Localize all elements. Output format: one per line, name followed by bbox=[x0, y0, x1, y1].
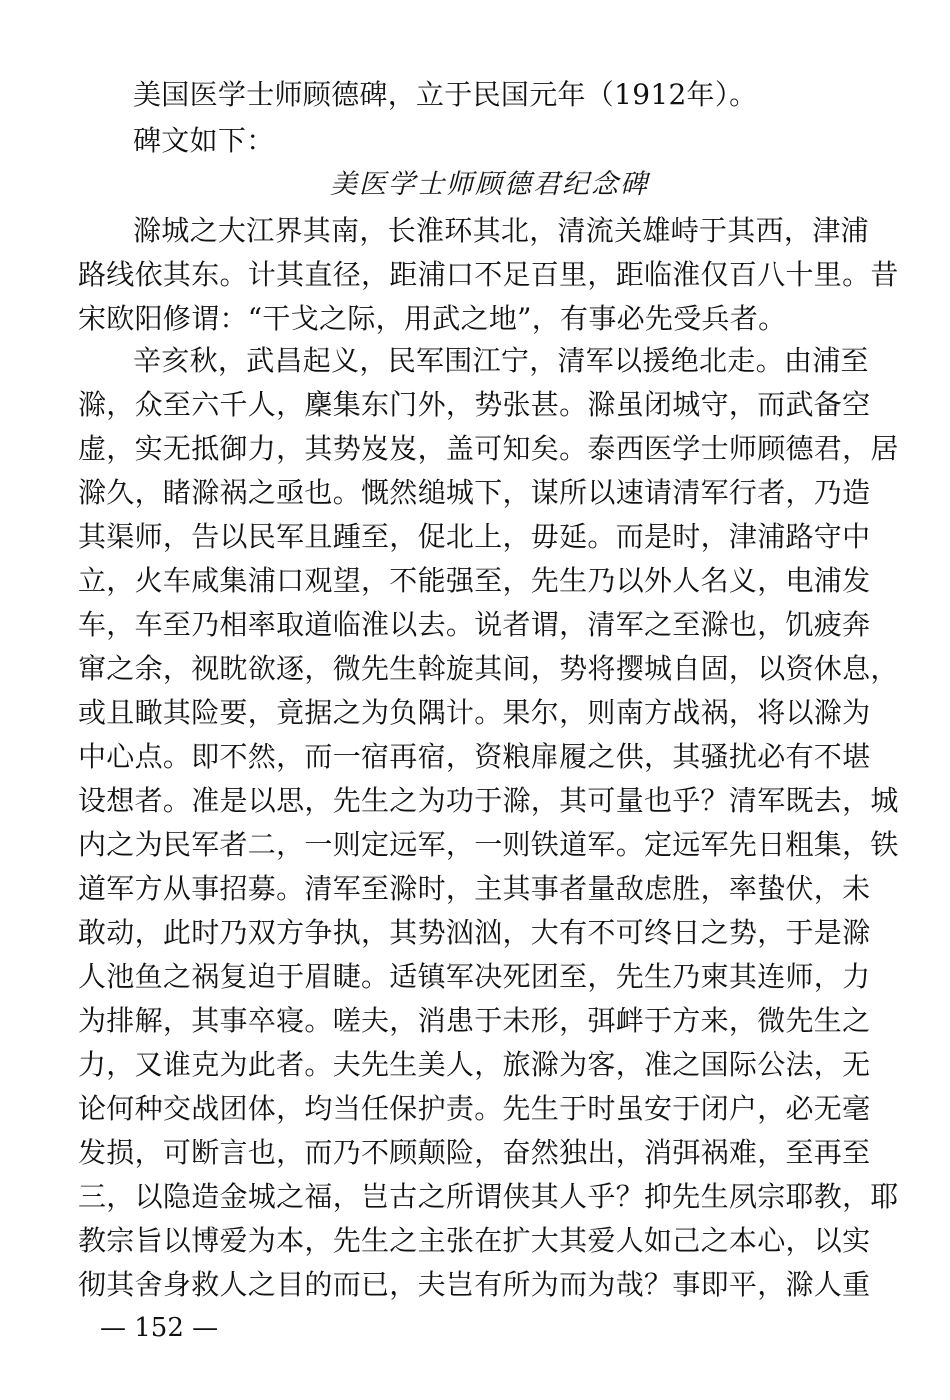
paragraph-2-line: 发损，可断言也，而乃不顾颠险，奋然独出，消弭祸难，至再至 bbox=[78, 1136, 871, 1169]
paragraph-2-line: 力，又谁克为此者。夫先生美人，旅滁为客，准之国际公法，无 bbox=[78, 1048, 871, 1081]
paragraph-2-line: 为排解，其事卒寝。嗟夫，消患于未形，弭衅于方来，微先生之 bbox=[78, 1004, 871, 1037]
paragraph-1-line: 滁城之大江界其南，长淮环其北，清流关雄峙于其西，津浦 bbox=[133, 214, 869, 247]
paragraph-2-line: 论何种交战团体，均当任保护责。先生于时虽安于闭户，必无毫 bbox=[78, 1092, 871, 1125]
paragraph-2-line: 三，以隐造金城之福，岂古之所谓侠其人乎？抑先生夙宗耶教，耶 bbox=[78, 1180, 899, 1213]
paragraph-2-line: 教宗旨以博爱为本，先生之主张在扩大其爱人如己之本心，以实 bbox=[78, 1224, 871, 1257]
paragraph-1-line: 宋欧阳修谓：“干戈之际，用武之地”，有事必先受兵者。 bbox=[78, 302, 787, 335]
paragraph-2-line: 辛亥秋，武昌起义，民军围江宁，清军以援绝北走。由浦至 bbox=[133, 344, 869, 377]
paragraph-2-line: 中心点。即不然，而一宿再宿，资粮扉履之供，其骚扰必有不堪 bbox=[78, 740, 871, 773]
paragraph-2-line: 敢动，此时乃双方争执，其势汹汹，大有不可终日之势，于是滁 bbox=[78, 916, 871, 949]
paragraph-2-line: 滁，众至六千人，麇集东门外，势张甚。滁虽闭城守，而武备空 bbox=[78, 388, 871, 421]
intro-line-1: 美国医学士师顾德碑，立于民国元年（1912年）。 bbox=[133, 78, 758, 111]
page-number: — 152 — bbox=[100, 1313, 219, 1343]
paragraph-2-line: 车，车至乃相率取道临淮以去。说者谓，清军之至滁也，饥疲奔 bbox=[78, 608, 871, 641]
paragraph-2-line: 窜之余，视眈欲逐，微先生斡旋其间，势将撄城自固，以资休息， bbox=[78, 652, 899, 685]
paragraph-2-line: 内之为民军者二，一则定远军，一则铁道军。定远军先日粗集，铁 bbox=[78, 828, 899, 861]
paragraph-1-line: 路线依其东。计其直径，距浦口不足百里，距临淮仅百八十里。昔 bbox=[78, 258, 899, 291]
paragraph-2-line: 彻其舍身救人之目的而已，夫岂有所为而为哉？事即平，滁人重 bbox=[78, 1268, 871, 1301]
intro-line-2: 碑文如下： bbox=[133, 124, 275, 157]
paragraph-2-line: 人池鱼之祸复迫于眉睫。适镇军决死团至，先生乃柬其连师，力 bbox=[78, 960, 871, 993]
paragraph-2-line: 道军方从事招募。清军至滁时，主其事者量敌虑胜，率蛰伏，未 bbox=[78, 872, 871, 905]
paragraph-2-line: 或且瞰其险要，竟据之为负隅计。果尔，则南方战祸，将以滁为 bbox=[78, 696, 871, 729]
inscription-title: 美医学士师顾德君纪念碑 bbox=[330, 169, 649, 200]
paragraph-2-line: 立，火车咸集浦口观望，不能强至，先生乃以外人名义，电浦发 bbox=[78, 564, 871, 597]
paragraph-2-line: 虚，实无抵御力，其势岌岌，盖可知矣。泰西医学士师顾德君，居 bbox=[78, 432, 899, 465]
paragraph-2-line: 设想者。准是以思，先生之为功于滁，其可量也乎？清军既去，城 bbox=[78, 784, 899, 817]
paragraph-2-line: 其渠师，告以民军且踵至，促北上，毋延。而是时，津浦路守中 bbox=[78, 520, 871, 553]
paragraph-2-line: 滁久，睹滁祸之亟也。慨然缒城下，谋所以速请清军行者，乃造 bbox=[78, 476, 871, 509]
